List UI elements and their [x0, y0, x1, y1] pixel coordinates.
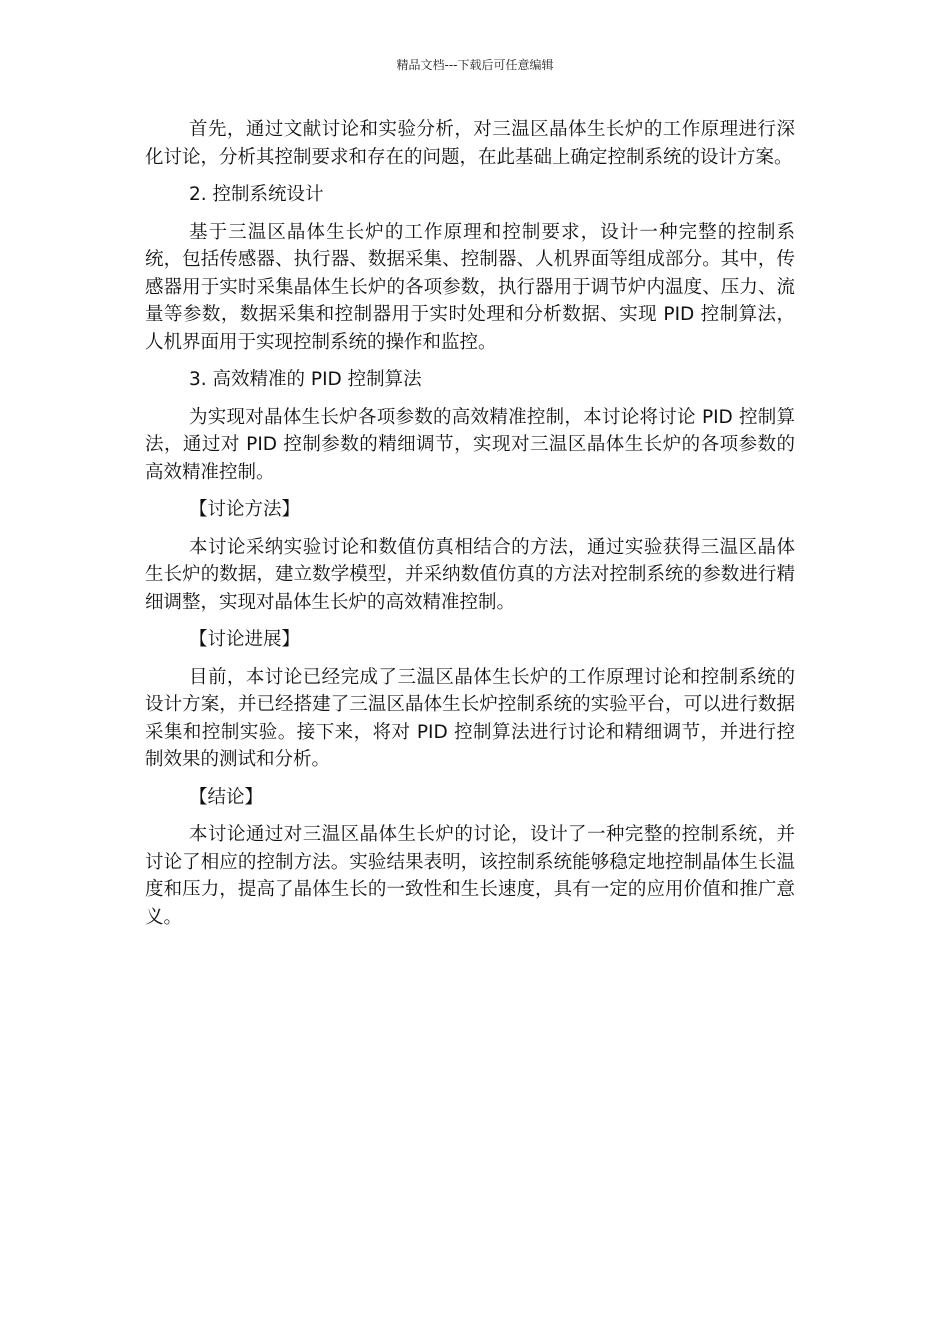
document-body: [145, 116, 795, 941]
paragraph-control-system-design: 基于三温区晶体生长炉的工作原理和控制要求，设计一种完整的控制系统，包括传感器、执行器、数据采集、控制器、人机界面等组成部分。其中，传感器用于实时采集晶体生长炉的各项参数，执行器用于调节炉内温度、压力、流量等参数，数据采集和控制器用于实时处理和分析数据、实现 PID 控制算法，人机界面用于实现控制系统的操作和监控。: [145, 221, 795, 353]
section-heading-research-method: 【讨论方法】: [189, 499, 301, 520]
paragraph-conclusion: 本讨论通过对三温区晶体生长炉的讨论，设计了一种完整的控制系统，并讨论了相应的控制方法。实验结果表明，该控制系统能够稳定地控制晶体生长温度和压力，提高了晶体生长的一致性和生长速度，具有一定的应用价值和推广意义。: [145, 824, 795, 928]
section-heading-control-system-design: 2. 控制系统设计: [189, 184, 324, 205]
paragraph-research-method: 本讨论采纳实验讨论和数值仿真相结合的方法，通过实验获得三温区晶体生长炉的数据，建立数学模型，并采纳数值仿真的方法对控制系统的参数进行精细调整，实现对晶体生长炉的高效精准控制。: [145, 536, 795, 613]
paragraph-research-progress: 目前，本讨论已经完成了三温区晶体生长炉的工作原理讨论和控制系统的设计方案，并已经搭建了三温区晶体生长炉控制系统的实验平台，可以进行数据采集和控制实验。接下来，将对 PID 控制算法进行讨论和精细调节，并进行控制效果的测试和分析。: [145, 666, 795, 770]
running-header: 精品文档---下载后可任意编辑: [396, 58, 554, 72]
paragraph-intro-method: 首先，通过文献讨论和实验分析，对三温区晶体生长炉的工作原理进行深化讨论，分析其控制要求和存在的问题，在此基础上确定控制系统的设计方案。: [145, 119, 795, 168]
paragraph-pid-algorithm: 为实现对晶体生长炉各项参数的高效精准控制，本讨论将讨论 PID 控制算法，通过对 PID 控制参数的精细调节，实现对三温区晶体生长炉的各项参数的高效精准控制。: [145, 406, 795, 483]
section-heading-conclusion: 【结论】: [189, 786, 264, 808]
section-heading-research-progress: 【讨论进展】: [189, 629, 301, 650]
section-heading-pid-algorithm: 3. 高效精准的 PID 控制算法: [189, 369, 422, 390]
